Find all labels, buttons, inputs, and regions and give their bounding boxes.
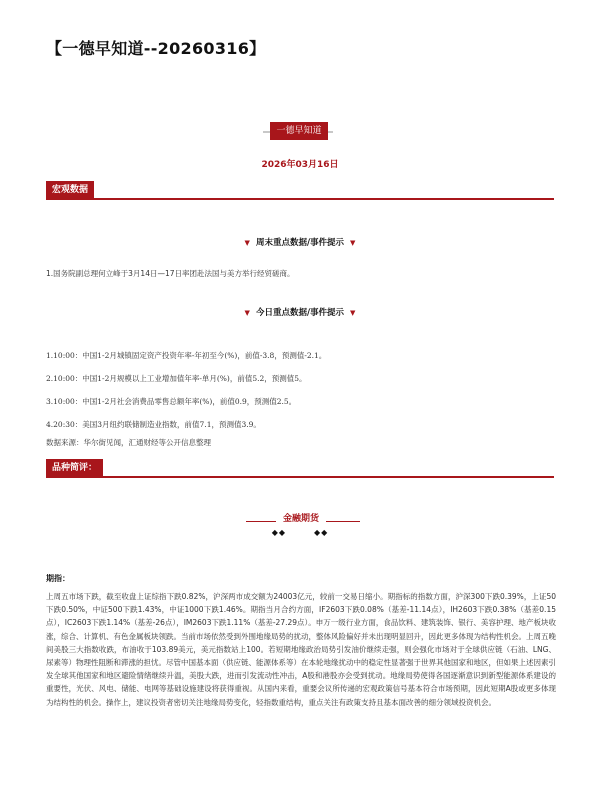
triangle-down-icon: ▼ [350,239,356,247]
brand-badge: 一德早知道 [270,122,328,140]
report-date: 2026年03月16日 [261,160,339,170]
document-title: 【一德早知道--20260316】 [46,39,266,58]
triangle-down-icon: ▼ [350,309,356,317]
weekend-item: 1.国务院副总理何立峰于3月14日—17日率团赴法国与美方举行经贸磋商。 [46,269,295,278]
varieties-section-label: 品种简评： [46,459,103,477]
today-item: 2.10:00：中国1-2月规模以上工业增加值年率-单月(%)，前值5.2，预测值5。 [46,374,307,383]
today-item: 1.10:00：中国1-2月城镇固定资产投资年率-年初至今(%)，前值-3.8，预测值-2.1。 [46,351,327,360]
triangle-down-icon: ▼ [244,239,250,247]
triangle-down-icon: ▼ [244,309,250,317]
diamond-ornament [0,528,600,537]
today-item: 3.10:00：中国1-2月社会消费品零售总额年率(%)，前值0.9，预测值2.5。 [46,397,297,406]
section-rule [46,476,554,478]
macro-section-label: 宏观数据 [46,181,94,199]
commentary-body: 上周五市场下跌，截至收盘上证综指下跌0.82%，沪深两市成交额为24003亿元，较前一交易日缩小。期指标的指数方面，沪深300下跌0.39%，上证50下跌0.50%，中证500下跌1.43%，中证1000下跌1.46%。期指当月合约方面，IF2603下跌0.08%（基差-11.14点），IH2603下跌0.38%（基差0.15点），IC2603下跌1.14%（基差-26点），IM2603下跌1.11%（基差-27.29点）。申万一级行业方面，食品饮料、建筑装饰、银行、美容护理、地产板块收涨，综合、计算机、有色金属板块领跌。当前市场依然受到外围地缘局势的扰动，整体风险偏好并未出现明显回升，因此更多体现为结构性机会。上周五晚间美股三大指数收跌，布油收于103.89美元，美元指数站上100。若短期地缘政治局势引发油价继续走强，则会强化市场对于全球供应链（石油、LNG、尿素等）物理性阻断和滞涨的担忧。尽管中国基本面（供应链、能源体系等）在本轮地缘扰动中的稳定性显著强于世界其他国家和地区，但如果上述因素引发全球其他国家和地区避险情绪继续升温，美股大跌，进而引发流动性冲击，A股和港股亦会受到扰动。地缘局势使得各国逐渐意识到新型能源体系建设的重要性，光伏、风电、储能、电网等基础设施建设将获得重视。从国内来看，重要会议所传递的宏观政策信号基本符合市场预期，因此短期A股或更多体现为结构性的机会。操作上，建议投资者密切关注地缘局势变化，轻指数重结构，重点关注有政策支持且基本面改善的细分领域投资机会。 [46,592,556,707]
today-heading [0,306,600,318]
weekend-heading [0,236,600,248]
subject-title: 期指： [46,574,70,583]
varieties-section-header [46,459,554,479]
category-label: 金融期货 [276,510,326,528]
section-rule [46,198,554,200]
data-source: 数据来源：华尔街见闻，汇通财经等公开信息整理 [46,438,211,447]
today-heading-text: 今日重点数据/事件提示 [255,308,345,318]
diamond-icon: ◆◆ [314,528,329,537]
today-item: 4.20:30：美国3月纽约联储制造业指数，前值7.1，预测值3.9。 [46,420,261,429]
diamond-icon: ◆◆ [271,528,286,537]
macro-section-header [46,181,554,201]
weekend-heading-text: 周末重点数据/事件提示 [255,238,345,248]
brand-header [0,122,600,142]
category-header [0,500,600,540]
